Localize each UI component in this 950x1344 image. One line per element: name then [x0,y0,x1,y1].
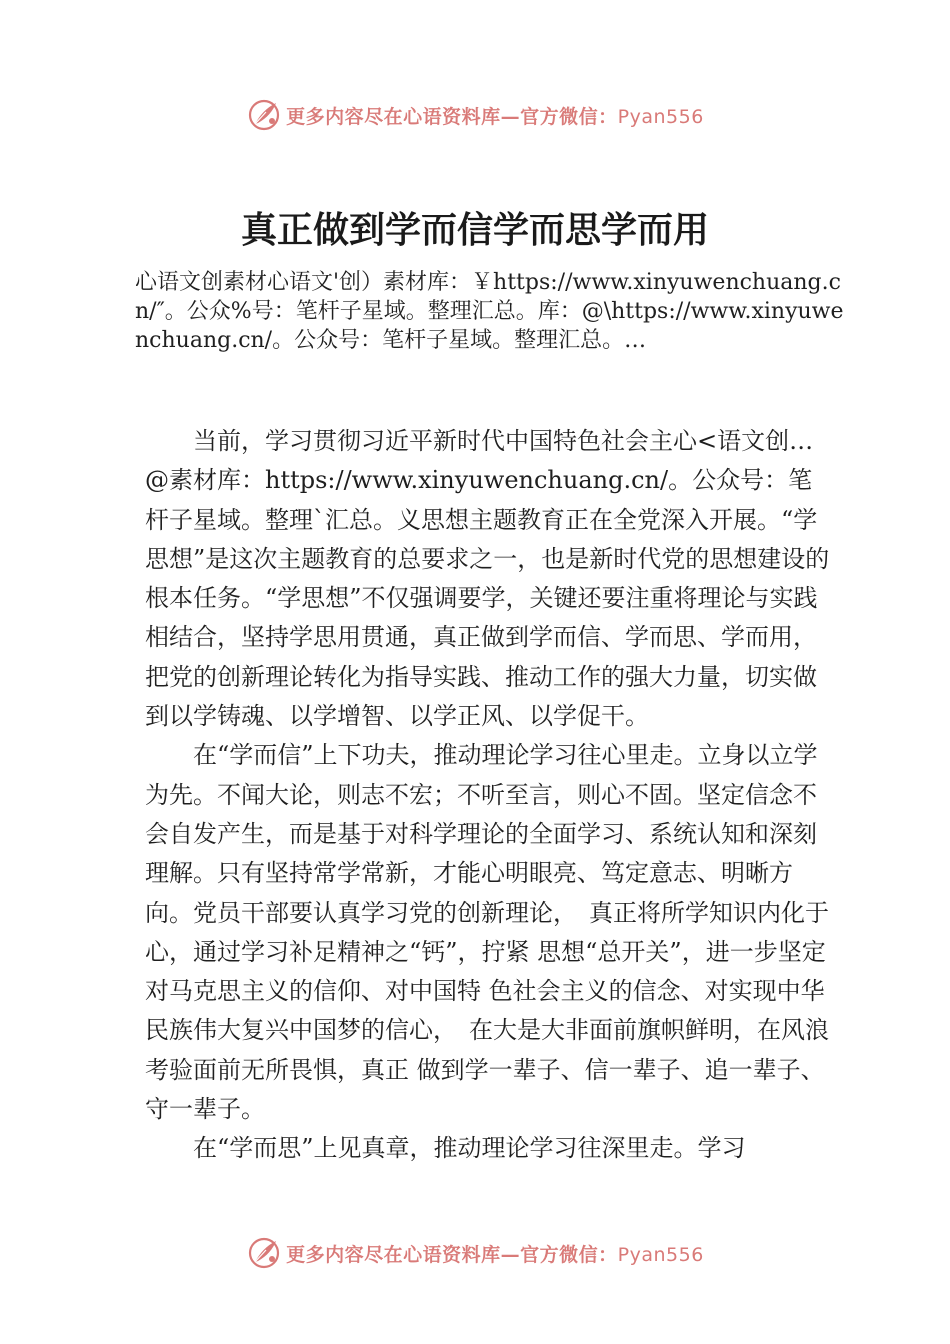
footer-banner [0,1233,950,1273]
body-paragraph-1: 当前，学习贯彻习近平新时代中国特色社会主心<语文创…@素材库：https://www.xinyuwenchuang.cn/。公众号：笔杆子星域。整理`汇总。义思想主题教育正在全党深入开展。“学思想”是这次主题教育的总要求之一，也是新时代党的思想建设的根本任务。“学思想”不仅强调要学，关键还要注重将理论与实践相结合，坚持学思用贯通，真正做到学而信、学而思、学而用，把党的创新理论转化为指导实践、推动工作的强大力量，切实做到以学铸魂、以学增智、以学正风、以学促干。 [145,427,830,731]
banner-text: 更多内容尽在心语资料库—官方微信：Pyan556 [286,105,704,128]
body-paragraph-3: 在“学而思”上见真章，推动理论学习往深里走。学习 [193,1134,746,1163]
banner-wechat-id: Pyan556 [617,105,704,128]
body-paragraph-2: 在“学而信”上下功夫，推动理论学习往心里走。立身以立学为先。不闻大论，则志不宏；不听至言，则心不固。坚定信念不会自发产生，而是基于对科学理论的全面学习、系统认知和深刻理解。只有坚持常学常新，才能心明眼亮、笃定意志、明晰方向。党员干部要认真学习党的创新理论， 真正将所学知识内化于心，通过学习补足精神之“钙”，拧紧 思想“总开关”，进一步坚定对马克思主义的信仰、对中国特 色社会主义的信念、对实现中华民族伟大复兴中国梦的信心， 在大是大非面前旗帜鲜明，在风浪考验面前无所畏惧，真正 做到学一辈子、信一辈子、追一辈子、守一辈子。 [145,741,829,1124]
document-body [145,422,835,1169]
quill-pen-logo-icon [246,1235,282,1271]
banner-wechat-id: Pyan556 [617,1243,704,1266]
quill-pen-logo-icon [246,97,282,133]
document-summary: 心语文创素材心语文'创）素材库：￥https://www.xinyuwenchuang.cn/″。公众%号：笔杆子星域。整理汇总。库：@\https://www.xinyuwenchuang.cn/。公众号：笔杆子星域。整理汇总。… [135,270,844,353]
document-title: 真正做到学而信学而思学而用 [240,209,709,251]
banner-text: 更多内容尽在心语资料库—官方微信：Pyan556 [286,1243,704,1266]
header-banner [0,95,950,135]
